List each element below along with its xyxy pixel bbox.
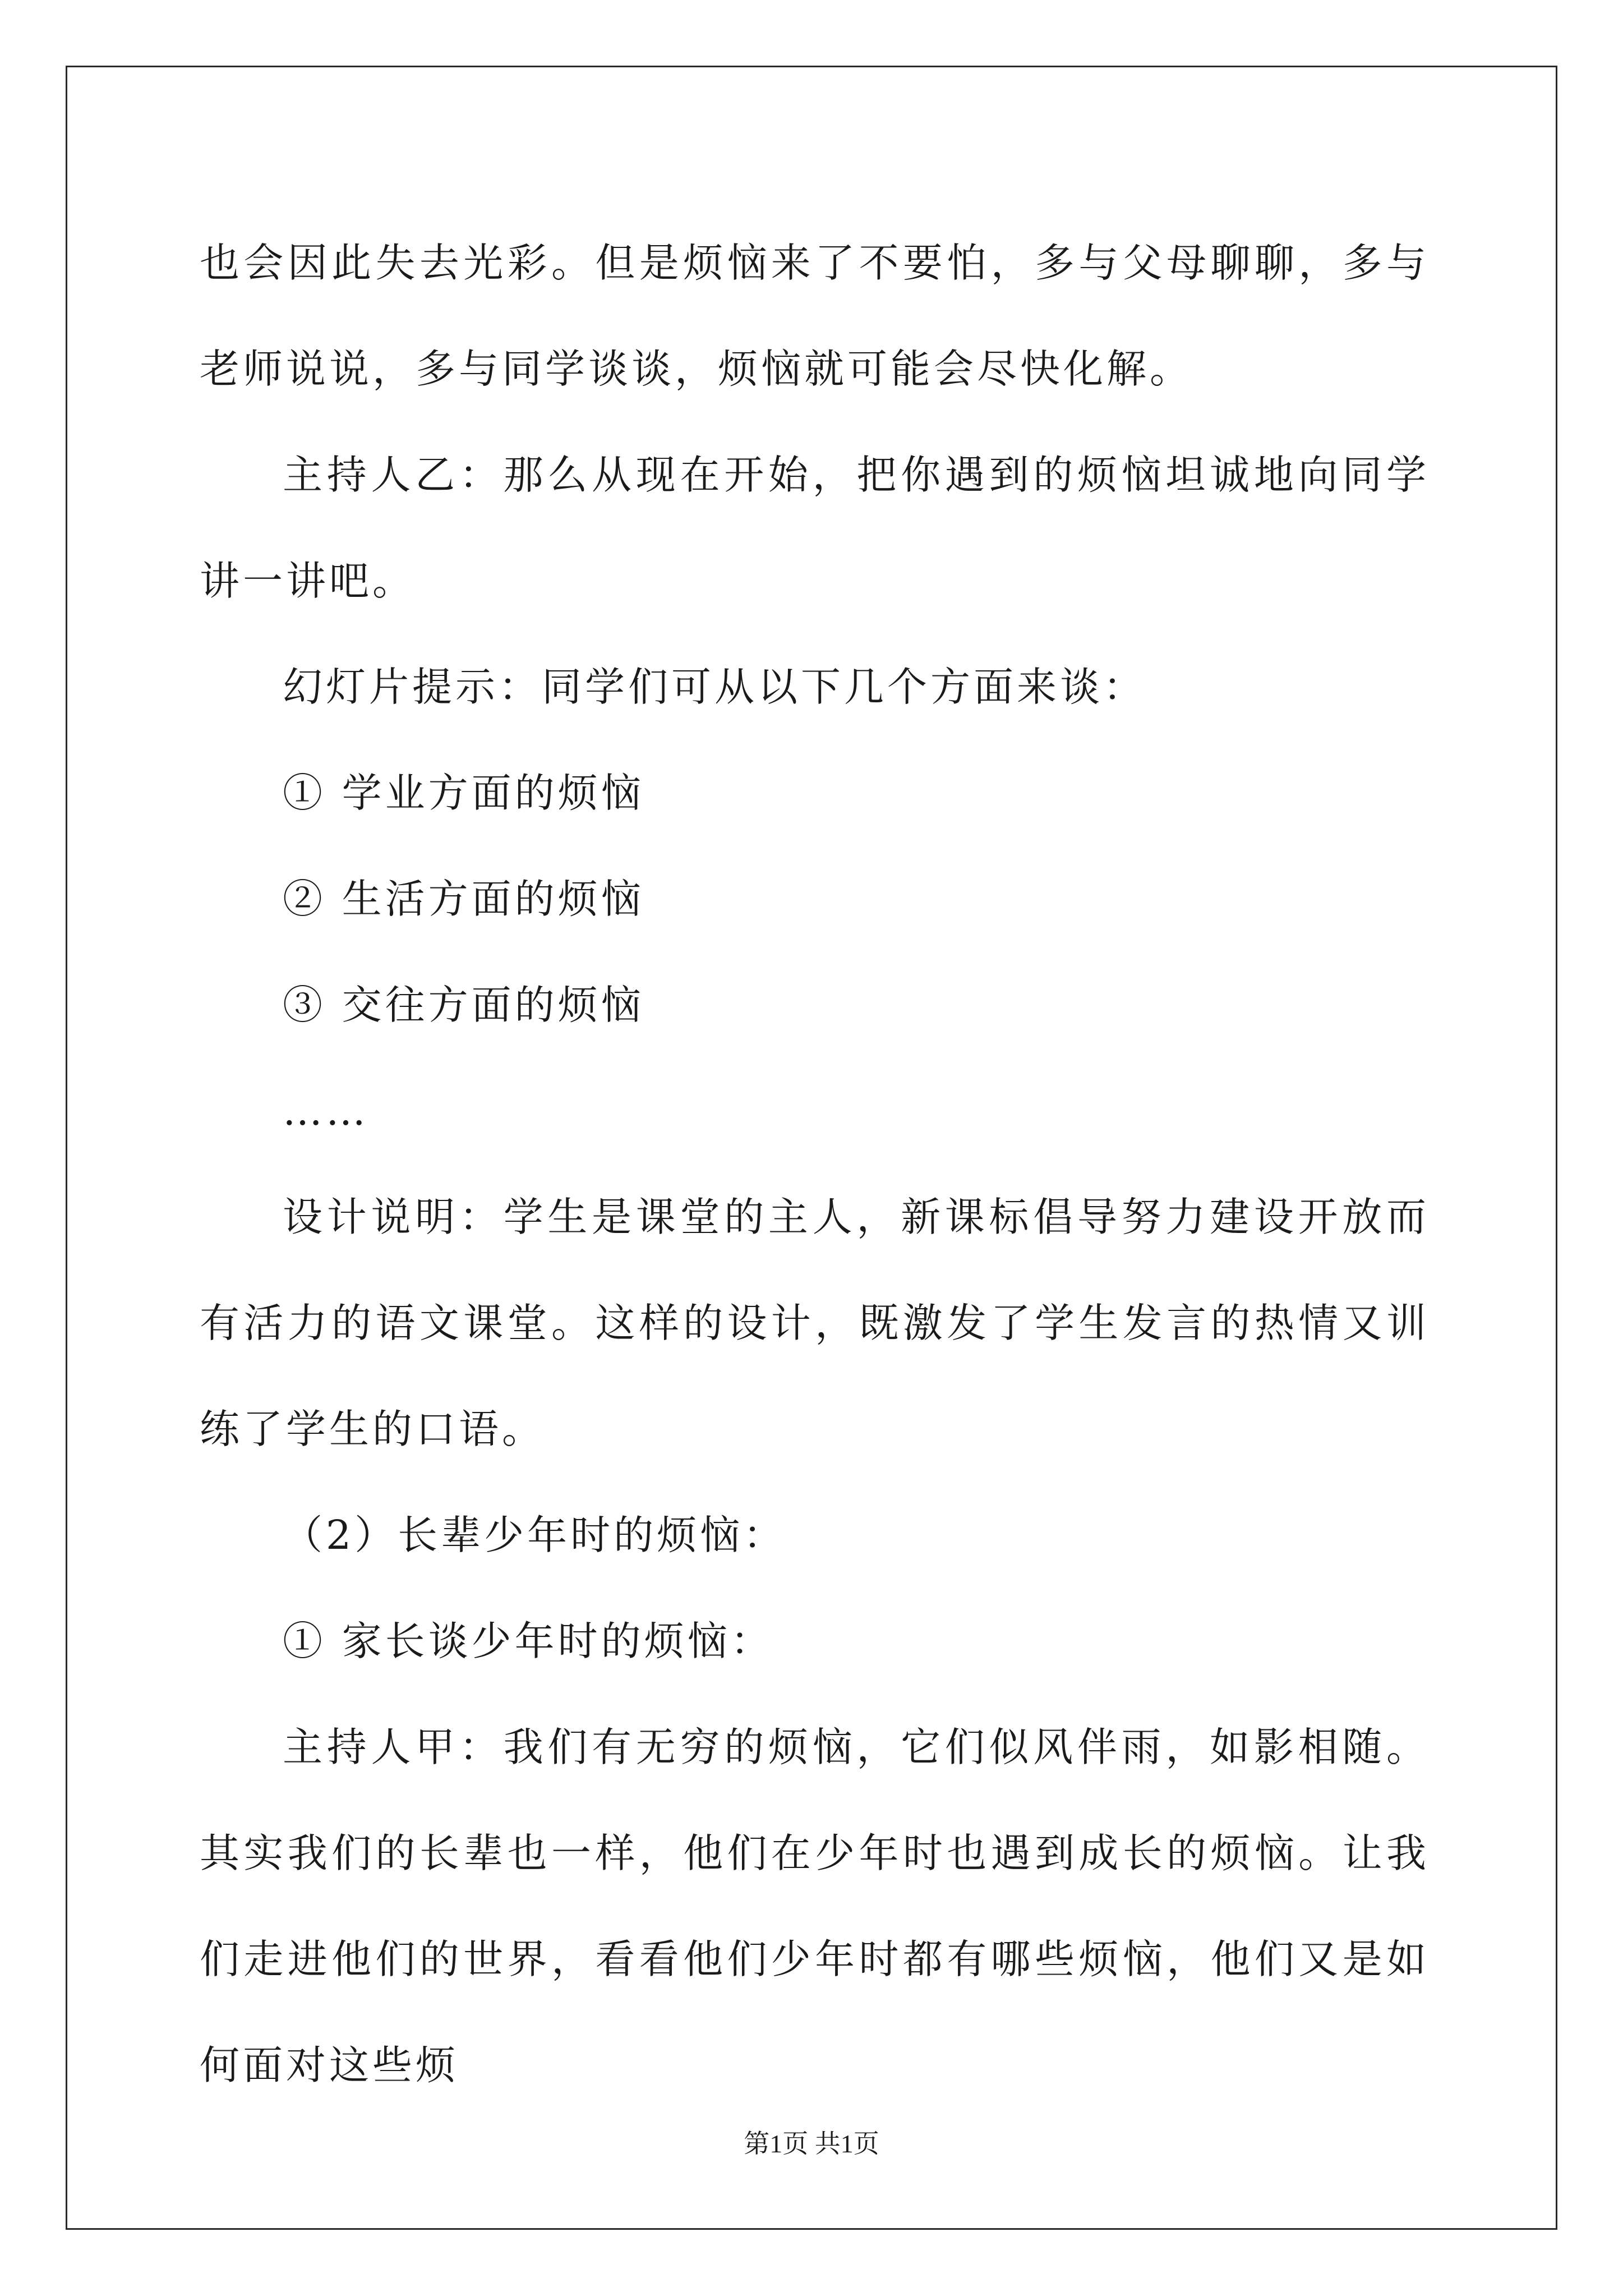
paragraph: 设计说明：学生是课堂的主人，新课标倡导努力建设开放而有活力的语文课堂。这样的设计，既激发了学生发言的热情又训练了学生的口语。 (200, 1194, 1430, 1452)
paragraph: 幻灯片提示：同学们可从以下几个方面来谈： (283, 664, 1147, 710)
ellipsis-line: …… (283, 1088, 369, 1134)
list-item: ① 学业方面的烦恼 (283, 770, 644, 816)
list-item: ② 生活方面的烦恼 (283, 876, 644, 922)
document-body (200, 210, 1430, 2118)
section-heading: （2）长辈少年时的烦恼： (283, 1512, 787, 1558)
paragraph: 主持人乙：那么从现在开始，把你遇到的烦恼坦诚地向同学讲一讲吧。 (200, 452, 1430, 604)
paragraph: 也会因此失去光彩。但是烦恼来了不要怕，多与父母聊聊，多与老师说说，多与同学谈谈，烦恼就可能会尽快化解。 (200, 240, 1430, 392)
list-item: ① 家长谈少年时的烦恼： (283, 1618, 774, 1664)
paragraph: 主持人甲：我们有无穷的烦恼，它们似风伴雨，如影相随。其实我们的长辈也一样，他们在少年时也遇到成长的烦恼。让我们走进他们的世界，看看他们少年时都有哪些烦恼，他们又是如何面对这些烦 (200, 1724, 1430, 2088)
list-item: ③ 交往方面的烦恼 (283, 982, 644, 1028)
page-footer: 第1页 共1页 (744, 2129, 879, 2158)
